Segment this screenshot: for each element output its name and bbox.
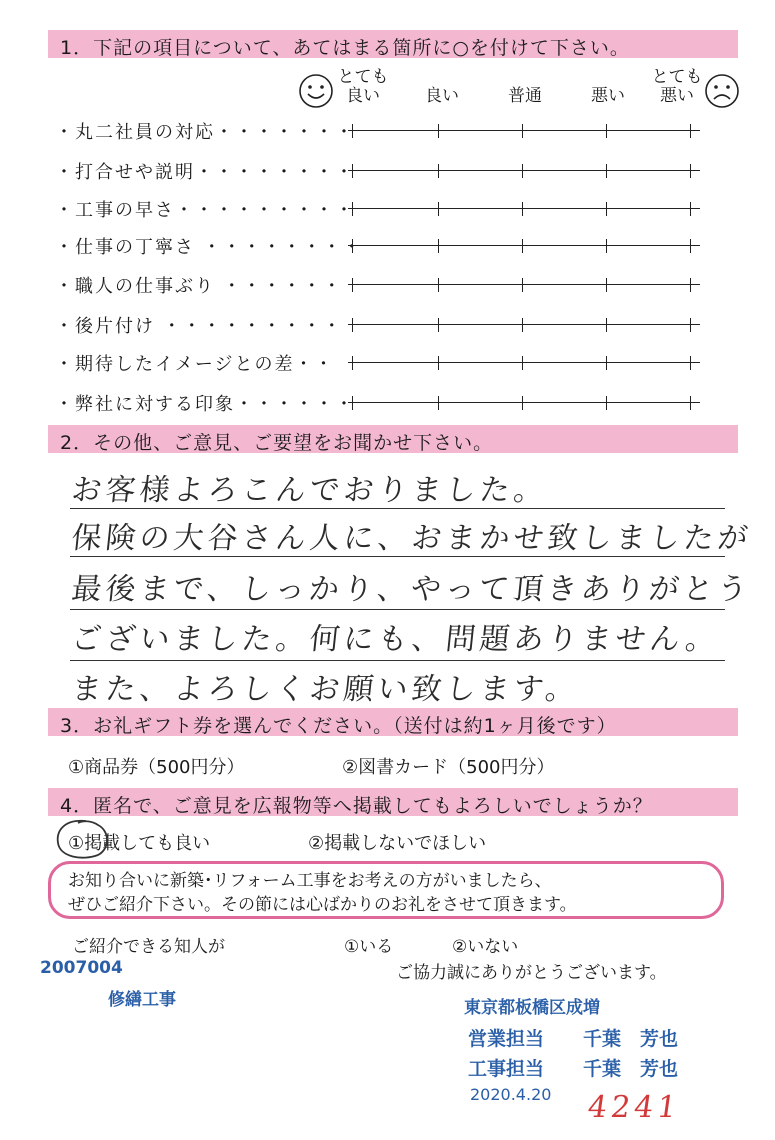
referral-box-line1: お知り合いに新築･リフォーム工事をお考えの方がいましたら、 [68, 871, 552, 891]
scale-very-bad-line2: 悪い [660, 86, 694, 106]
rating-tick[interactable] [438, 396, 439, 410]
rating-tick[interactable] [690, 202, 691, 216]
construction-name: 千葉 芳也 [583, 1058, 679, 1080]
rating-tick[interactable] [606, 318, 607, 332]
rating-tick[interactable] [690, 278, 691, 292]
rating-scale-line [348, 208, 700, 209]
ruled-line [70, 660, 725, 661]
rating-tick[interactable] [522, 124, 523, 138]
section2-title: 2．その他、ご意見、ご要望をお聞かせ下さい。 [60, 432, 494, 454]
section1-header [48, 30, 738, 58]
section1-title: 1．下記の項目について、あてはまる箇所に○を付けて下さい。 [60, 37, 630, 59]
scale-bad [578, 87, 638, 106]
handwritten-comment-line: また、よろしくお願い致します。 [69, 672, 582, 707]
rating-item-label: ・期待したイメージとの差・・ [55, 354, 335, 375]
rating-tick[interactable] [522, 396, 523, 410]
rating-tick[interactable] [352, 202, 353, 216]
rating-tick[interactable] [690, 396, 691, 410]
rating-item-label: ・工事の早さ・・・・・・・・・ [55, 200, 355, 221]
hand-drawn-circle-mark [52, 817, 114, 863]
rating-tick[interactable] [522, 164, 523, 178]
scale-very-good-line2: 良い [346, 86, 380, 106]
rating-item-label: ・後片付け ・・・・・・・・・ [55, 316, 343, 337]
rating-tick[interactable] [606, 202, 607, 216]
scale-very-good-line1: とても [337, 67, 389, 87]
rating-scale-line [348, 130, 700, 131]
referral-question: ご紹介できる知人が [72, 937, 225, 957]
gift-option-book-card[interactable]: ②図書カード（500円分） [342, 757, 555, 778]
referral-option-yes[interactable]: ①いる [344, 937, 394, 957]
section2-header [48, 425, 738, 453]
handwritten-comment-line: お客様よろこんでおりました。 [69, 473, 550, 508]
rating-scale-line [348, 324, 700, 325]
ruled-line [70, 609, 725, 610]
thanks-message: ご協力誠にありがとうございます。 [396, 963, 667, 983]
rating-scale-line [348, 362, 700, 363]
rating-tick[interactable] [606, 396, 607, 410]
work-type: 修繕工事 [108, 990, 176, 1010]
scale-normal [495, 87, 555, 106]
date: 2020.4.20 [470, 1085, 552, 1104]
rating-tick[interactable] [352, 396, 353, 410]
rating-item-label: ・丸二社員の対応・・・・・・・ [55, 122, 355, 143]
rating-tick[interactable] [690, 356, 691, 370]
rating-scale-line [348, 402, 700, 403]
rating-scale-line [348, 170, 700, 171]
rating-tick[interactable] [438, 164, 439, 178]
rating-tick[interactable] [606, 124, 607, 138]
scale-very-bad-line1: とても [651, 67, 703, 87]
rating-tick[interactable] [522, 356, 523, 370]
publish-option-no[interactable]: ②掲載しないでほしい [308, 833, 487, 854]
scale-bad-label: 悪い [591, 86, 625, 106]
scale-normal-label: 普通 [508, 86, 542, 106]
handwritten-comment-line: 最後まで、しっかり、やって頂きありがとう [69, 572, 753, 607]
section3-title: 3．お礼ギフト券を選んでください。（送付は約1ヶ月後です） [60, 715, 617, 737]
rating-tick[interactable] [438, 239, 439, 253]
rating-tick[interactable] [606, 356, 607, 370]
sales-label: 営業担当 [468, 1028, 545, 1050]
location: 東京都板橋区成増 [464, 998, 600, 1018]
scale-good [412, 87, 472, 106]
rating-tick[interactable] [606, 164, 607, 178]
handwritten-number: 4241 [585, 1090, 683, 1125]
rating-tick[interactable] [352, 124, 353, 138]
project-code: 2007004 [40, 958, 123, 978]
rating-tick[interactable] [438, 202, 439, 216]
rating-tick[interactable] [352, 318, 353, 332]
rating-tick[interactable] [438, 318, 439, 332]
rating-tick[interactable] [438, 356, 439, 370]
construction-label: 工事担当 [468, 1058, 545, 1080]
rating-tick[interactable] [522, 278, 523, 292]
rating-scale-line [348, 245, 700, 246]
rating-item-label: ・仕事の丁寧さ ・・・・・・・・ [55, 237, 363, 258]
referral-option-no[interactable]: ②いない [452, 937, 519, 957]
frown-face-icon [703, 72, 741, 110]
rating-tick[interactable] [522, 318, 523, 332]
rating-tick[interactable] [438, 278, 439, 292]
rating-tick[interactable] [352, 278, 353, 292]
rating-tick[interactable] [438, 124, 439, 138]
rating-tick[interactable] [690, 318, 691, 332]
sales-name: 千葉 芳也 [583, 1028, 679, 1050]
rating-item-label: ・弊社に対する印象・・・・・・ [55, 394, 355, 415]
referral-box-line2: ぜひご紹介下さい。その節には心ばかりのお礼をさせて頂きます。 [68, 895, 577, 915]
rating-item-label: ・打合せや説明・・・・・・・・ [55, 162, 355, 183]
rating-tick[interactable] [606, 239, 607, 253]
scale-very-bad [647, 68, 707, 106]
scale-good-label: 良い [425, 86, 459, 106]
handwritten-comment-line: 保険の大谷さん人に、おまかせ致しましたが [69, 521, 754, 556]
rating-tick[interactable] [352, 356, 353, 370]
section4-title: 4．匿名で、ご意見を広報物等へ掲載してもよろしいでしょうか？ [60, 795, 653, 817]
rating-tick[interactable] [522, 202, 523, 216]
gift-option-voucher[interactable]: ①商品券（500円分） [68, 757, 245, 778]
rating-tick[interactable] [690, 164, 691, 178]
rating-tick[interactable] [606, 278, 607, 292]
section4-header [48, 788, 738, 816]
rating-scale-line [348, 284, 700, 285]
rating-tick[interactable] [522, 239, 523, 253]
publish-option-yes[interactable]: ①掲載しても良い [68, 833, 211, 854]
rating-tick[interactable] [690, 239, 691, 253]
section3-header [48, 708, 738, 736]
handwritten-comment-line: ございました。何にも、問題ありません。 [69, 622, 722, 657]
rating-item-label: ・職人の仕事ぶり ・・・・・・ [55, 276, 343, 297]
rating-tick[interactable] [352, 164, 353, 178]
scale-very-good [333, 68, 393, 106]
smile-face-icon [297, 72, 335, 110]
left-margin-text [0, 195, 14, 955]
rating-tick[interactable] [690, 124, 691, 138]
rating-tick[interactable] [352, 239, 353, 253]
